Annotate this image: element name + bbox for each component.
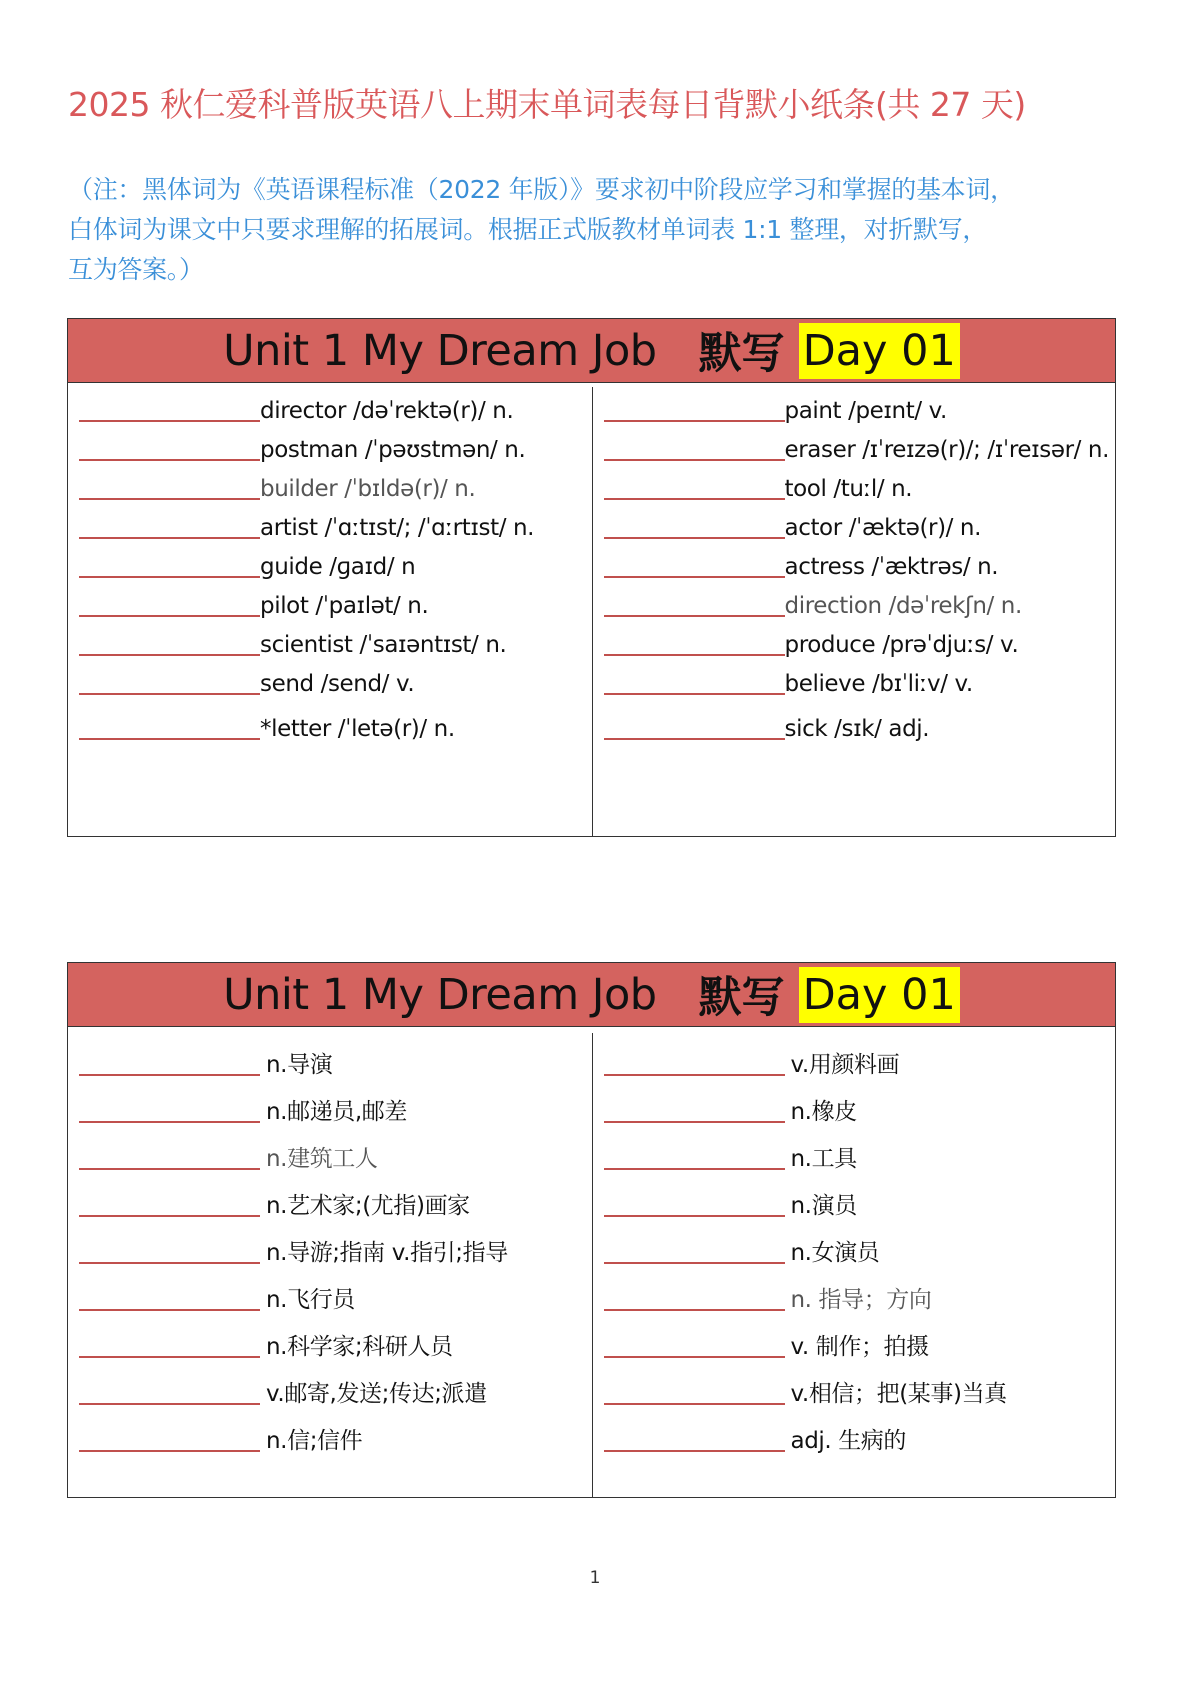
word-entry: believe /bɪˈliːv/ v.	[784, 671, 973, 697]
page-title: 2025 秋仁爱科普版英语八上期末单词表每日背默小纸条(共 27 天)	[68, 85, 1026, 124]
meaning-entry: v. 制作；拍摄	[790, 1334, 929, 1360]
answer-blank[interactable]	[604, 498, 785, 500]
answer-blank[interactable]	[79, 537, 260, 539]
word-entry: eraser /ɪˈreɪzə(r)/; /ɪˈreɪsər/ n.	[784, 437, 1110, 463]
word-card-english	[67, 318, 1116, 837]
answer-blank[interactable]	[604, 576, 785, 578]
answer-blank[interactable]	[604, 1121, 785, 1123]
word-entry: sick /sɪk/ adj.	[784, 716, 930, 742]
answer-blank[interactable]	[604, 459, 785, 461]
mode-label: 默写	[698, 973, 785, 1023]
meaning-entry: n.工具	[790, 1146, 857, 1172]
answer-blank[interactable]	[79, 1262, 260, 1264]
answer-blank[interactable]	[604, 537, 785, 539]
word-row	[79, 621, 592, 660]
meaning-entry: n.导演	[266, 1052, 333, 1078]
word-entry: scientist /ˈsaɪəntɪst/ n.	[260, 632, 507, 658]
meaning-entry: v.邮寄,发送;传达;派遣	[266, 1381, 487, 1407]
answer-blank[interactable]	[604, 738, 785, 740]
meaning-row	[79, 1315, 592, 1362]
meaning-entry: n.橡皮	[790, 1099, 857, 1125]
meaning-row	[604, 1409, 1116, 1456]
card-header	[68, 319, 1115, 383]
answer-blank[interactable]	[604, 1309, 785, 1311]
word-entry: direction /dəˈrekʃn/ n.	[784, 593, 1022, 619]
word-entry: actress /ˈæktrəs/ n.	[784, 554, 999, 580]
word-row	[604, 543, 1116, 582]
word-row	[79, 426, 592, 465]
answer-blank[interactable]	[604, 1356, 785, 1358]
left-column	[68, 1033, 592, 1498]
meaning-row	[79, 1362, 592, 1409]
meaning-row	[604, 1174, 1116, 1221]
mode-label: 默写	[698, 329, 785, 379]
word-entry: send /send/ v.	[260, 671, 415, 697]
meaning-entry: adj. 生病的	[790, 1428, 907, 1454]
word-entry: postman /ˈpəʊstmən/ n.	[260, 437, 526, 463]
answer-blank[interactable]	[79, 738, 260, 740]
right-column	[592, 387, 1116, 836]
word-entry: paint /peɪnt/ v.	[784, 398, 947, 424]
answer-blank[interactable]	[79, 498, 260, 500]
answer-blank[interactable]	[604, 654, 785, 656]
card-body	[68, 383, 1115, 836]
meaning-row	[604, 1080, 1116, 1127]
unit-title: Unit 1 My Dream Job	[223, 969, 657, 1020]
day-label: Day 01	[799, 967, 960, 1023]
word-entry: produce /prəˈdjuːs/ v.	[784, 632, 1019, 658]
answer-blank[interactable]	[79, 1168, 260, 1170]
right-column	[592, 1033, 1116, 1498]
word-entry: pilot /ˈpaɪlət/ n.	[260, 593, 429, 619]
answer-blank[interactable]	[604, 1215, 785, 1217]
answer-blank[interactable]	[79, 459, 260, 461]
meaning-row	[79, 1409, 592, 1456]
word-row	[604, 582, 1116, 621]
answer-blank[interactable]	[604, 1403, 785, 1405]
card-body	[68, 1027, 1115, 1498]
meaning-row	[604, 1127, 1116, 1174]
word-row	[79, 387, 592, 426]
meaning-row	[79, 1080, 592, 1127]
answer-blank[interactable]	[79, 1450, 260, 1452]
meaning-entry: n.导游;指南 v.指引;指导	[266, 1240, 508, 1266]
answer-blank[interactable]	[79, 654, 260, 656]
meaning-row	[79, 1127, 592, 1174]
meaning-row	[79, 1033, 592, 1080]
word-card-chinese	[67, 962, 1116, 1498]
answer-blank[interactable]	[79, 576, 260, 578]
meaning-row	[604, 1362, 1116, 1409]
word-row	[79, 582, 592, 621]
answer-blank[interactable]	[79, 1309, 260, 1311]
note	[68, 170, 1128, 290]
word-row	[79, 543, 592, 582]
answer-blank[interactable]	[604, 1262, 785, 1264]
meaning-entry: n. 指导；方向	[790, 1287, 932, 1313]
meaning-entry: n.飞行员	[266, 1287, 355, 1313]
answer-blank[interactable]	[604, 693, 785, 695]
meaning-row	[79, 1221, 592, 1268]
answer-blank[interactable]	[79, 1356, 260, 1358]
answer-blank[interactable]	[79, 693, 260, 695]
meaning-row	[604, 1315, 1116, 1362]
note-line: 互为答案。）	[68, 255, 204, 284]
word-entry: *letter /ˈletə(r)/ n.	[260, 716, 455, 742]
word-row	[79, 504, 592, 543]
answer-blank[interactable]	[79, 1215, 260, 1217]
answer-blank[interactable]	[604, 1074, 785, 1076]
word-row	[604, 660, 1116, 699]
word-row	[604, 426, 1116, 465]
answer-blank[interactable]	[604, 1168, 785, 1170]
word-row	[604, 621, 1116, 660]
word-entry: artist /ˈɑːtɪst/; /ˈɑːrtɪst/ n.	[260, 515, 535, 541]
meaning-row	[604, 1033, 1116, 1080]
word-row	[604, 504, 1116, 543]
answer-blank[interactable]	[79, 1074, 260, 1076]
meaning-row	[79, 1268, 592, 1315]
word-entry: actor /ˈæktə(r)/ n.	[784, 515, 981, 541]
meaning-row	[79, 1174, 592, 1221]
note-line: （注：黑体词为《英语课程标准（2022 年版）》要求初中阶段应学习和掌握的基本词，	[68, 175, 1015, 204]
word-entry: builder /ˈbɪldə(r)/ n.	[260, 476, 476, 502]
word-row	[79, 699, 592, 744]
note-line: 白体词为课文中只要求理解的拓展词。根据正式版教材单词表 1:1 整理，对折默写，	[68, 215, 988, 244]
word-row	[79, 660, 592, 699]
word-entry: guide /ɡaɪd/ n	[260, 554, 416, 580]
meaning-entry: n.建筑工人	[266, 1146, 378, 1172]
day-label: Day 01	[799, 323, 960, 379]
word-row	[604, 465, 1116, 504]
meaning-entry: n.演员	[790, 1193, 857, 1219]
meaning-entry: n.艺术家;(尤指)画家	[266, 1193, 470, 1219]
answer-blank[interactable]	[604, 1450, 785, 1452]
word-row	[79, 465, 592, 504]
meaning-row	[604, 1268, 1116, 1315]
answer-blank[interactable]	[604, 615, 785, 617]
answer-blank[interactable]	[79, 1121, 260, 1123]
word-row	[604, 699, 1116, 744]
unit-title: Unit 1 My Dream Job	[223, 325, 657, 376]
meaning-entry: n.女演员	[790, 1240, 880, 1266]
answer-blank[interactable]	[79, 615, 260, 617]
meaning-entry: v.相信；把(某事)当真	[790, 1381, 1007, 1407]
meaning-entry: v.用颜料画	[790, 1052, 900, 1078]
meaning-entry: n.邮递员,邮差	[266, 1099, 407, 1125]
left-column	[68, 387, 592, 836]
answer-blank[interactable]	[604, 420, 785, 422]
meaning-row	[604, 1221, 1116, 1268]
meaning-entry: n.信;信件	[266, 1428, 363, 1454]
meaning-entry: n.科学家;科研人员	[266, 1334, 453, 1360]
card-header	[68, 963, 1115, 1027]
word-entry: director /dəˈrektə(r)/ n.	[260, 398, 514, 424]
answer-blank[interactable]	[79, 1403, 260, 1405]
word-entry: tool /tuːl/ n.	[784, 476, 913, 502]
page-number: 1	[589, 1568, 601, 1588]
word-row	[604, 387, 1116, 426]
answer-blank[interactable]	[79, 420, 260, 422]
